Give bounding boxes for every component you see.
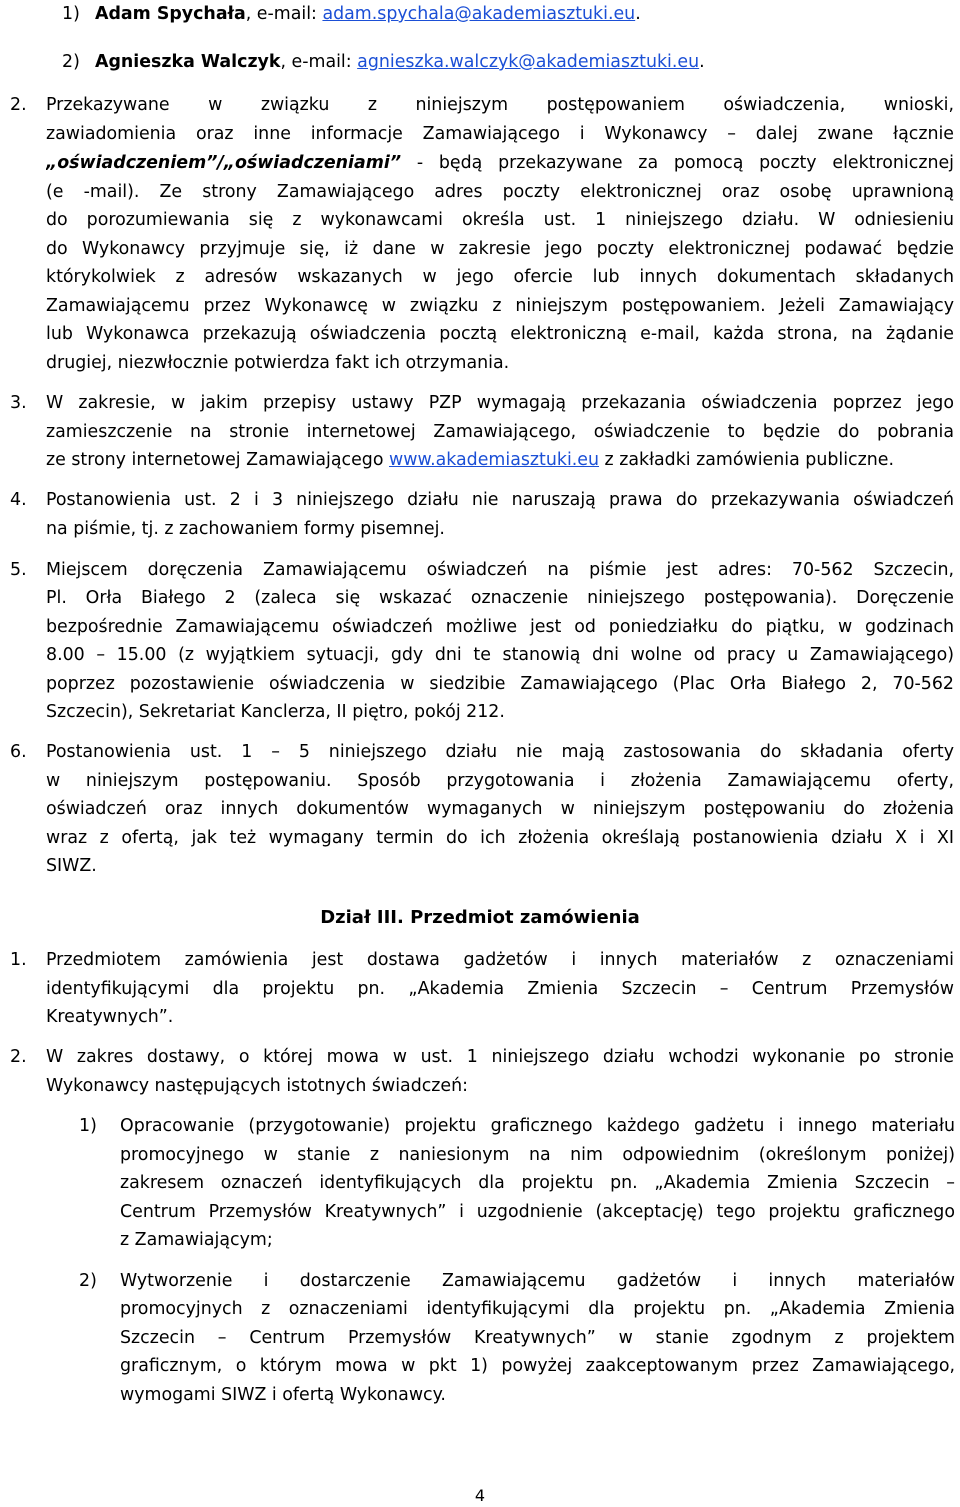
paragraph-2-line: lub Wykonawca przekazują oświadczenia pocztą elektroniczną e-mail, każda strona, na żądanie bbox=[46, 324, 954, 344]
paragraph-5-line: bezpośrednie Zamawiającemu oświadczeń możliwe jest od poniedziałku do piątku, w godzinach bbox=[46, 617, 954, 637]
paragraph-5-line: Pl. Orła Białego 2 (zaleca się wskazać oznaczenie niniejszego postępowania). Doręczenie bbox=[46, 588, 954, 608]
contact-2-label: , e-mail: bbox=[280, 52, 358, 72]
subitem-2-number: 2) bbox=[79, 1271, 97, 1291]
paragraph-4-number: 4. bbox=[10, 490, 27, 510]
contact-number-2: 2) bbox=[62, 52, 80, 72]
paragraph-2-line: zawiadomienia oraz inne informacje Zamawiającego i Wykonawcy – dalej zwane łącznie bbox=[46, 124, 954, 144]
paragraph-6-line: oświadczeń oraz innych dokumentów wymaganych w niniejszym postępowaniu do złożenia bbox=[46, 799, 954, 819]
contact-1-email-link[interactable]: adam.spychala@akademiasztuki.eu bbox=[322, 4, 636, 24]
paragraph-5-line: Miejscem doręczenia Zamawiającemu oświadczeń na piśmie jest adres: 70-562 Szczecin, bbox=[46, 560, 954, 580]
scope-point-2-number: 2. bbox=[10, 1047, 27, 1067]
subitem-2-line: graficznym, o którym mowa w pkt 1) powyżej zaakceptowanym przez Zamawiającego, bbox=[120, 1356, 955, 1376]
paragraph-2-line: (e -mail). Ze strony Zamawiającego adres poczty elektronicznej oraz osobę uprawnioną bbox=[46, 182, 954, 202]
contact-1 bbox=[95, 0, 641, 28]
page-number: 4 bbox=[474, 1486, 486, 1505]
scope-point-2-line: W zakres dostawy, o której mowa w ust. 1 niniejszego działu wchodzi wykonanie po stronie bbox=[46, 1047, 954, 1067]
paragraph-3-line: zamieszczenie na stronie internetowej Zamawiającego, oświadczenie to będzie do pobrania bbox=[46, 422, 954, 442]
paragraph-2-line-rest: - będą przekazywane za pomocą poczty elektronicznej bbox=[401, 153, 954, 173]
paragraph-6-line: SIWZ. bbox=[46, 856, 97, 876]
paragraph-4-line: Postanowienia ust. 2 i 3 niniejszego działu nie naruszają prawa do przekazywania oświadczeń bbox=[46, 490, 954, 510]
scope-point-1-line: Przedmiotem zamówienia jest dostawa gadżetów i innych materiałów z oznaczeniami bbox=[46, 950, 954, 970]
scope-point-1-line: identyfikującymi dla projektu pn. „Akademia Zmienia Szczecin – Centrum Przemysłów bbox=[46, 979, 954, 999]
scope-point-2-line: Wykonawcy następujących istotnych świadczeń: bbox=[46, 1076, 469, 1096]
scope-point-1-number: 1. bbox=[10, 950, 27, 970]
scope-point-1-line: Kreatywnych”. bbox=[46, 1007, 174, 1027]
paragraph-2-line bbox=[46, 149, 954, 177]
paragraph-2-line: do porozumiewania się z wykonawcami określa ust. 1 niniejszego działu. W odniesieniu bbox=[46, 210, 954, 230]
oswiadczenia-term: „oświadczeniem”/„oświadczeniami” bbox=[46, 153, 402, 173]
paragraph-6-number: 6. bbox=[10, 742, 27, 762]
paragraph-3-line: W zakresie, w jakim przepisy ustawy PZP wymagają przekazania oświadczenia poprzez jego bbox=[46, 393, 954, 413]
subitem-1-line: promocyjnego w stanie z naniesionym na nim odpowiednim (określonym poniżej) bbox=[120, 1145, 955, 1165]
section-heading: Dział III. Przedmiot zamówienia bbox=[320, 907, 640, 928]
paragraph-6-line: wraz z ofertą, jak też wymagany termin do ich złożenia określają postanowienia działu X i XI bbox=[46, 828, 954, 848]
paragraph-3-line bbox=[46, 446, 894, 474]
paragraph-3-line-pre: ze strony internetowej Zamawiającego bbox=[46, 450, 389, 470]
contact-1-end: . bbox=[635, 4, 641, 24]
paragraph-2-number: 2. bbox=[10, 95, 27, 115]
contact-2 bbox=[95, 48, 705, 76]
paragraph-5-line: Szczecin), Sekretariat Kanclerza, II piętro, pokój 212. bbox=[46, 702, 505, 722]
paragraph-2-line: do Wykonawcy przyjmuje się, iż dane w zakresie jego poczty elektronicznej podawać będzie bbox=[46, 239, 954, 259]
contact-1-label: , e-mail: bbox=[245, 4, 323, 24]
paragraph-4-line: na piśmie, tj. z zachowaniem formy pisemnej. bbox=[46, 519, 445, 539]
paragraph-5-line: 8.00 – 15.00 (z wyjątkiem sytuacji, gdy dni te stanowią dni wolne od pracy u Zamawiającego) bbox=[46, 645, 954, 665]
website-link[interactable]: www.akademiasztuki.eu bbox=[389, 450, 600, 470]
contact-2-email-link[interactable]: agnieszka.walczyk@akademiasztuki.eu bbox=[357, 52, 700, 72]
contact-number-1: 1) bbox=[62, 4, 80, 24]
contact-2-name: Agnieszka Walczyk bbox=[95, 52, 281, 72]
subitem-2-line: wymogami SIWZ i ofertą Wykonawcy. bbox=[120, 1385, 446, 1405]
subitem-1-line: Opracowanie (przygotowanie) projektu graficznego każdego gadżetu i innego materiału bbox=[120, 1116, 955, 1136]
paragraph-5-number: 5. bbox=[10, 560, 27, 580]
contact-1-name: Adam Spychała bbox=[95, 4, 246, 24]
paragraph-6-line: Postanowienia ust. 1 – 5 niniejszego działu nie mają zastosowania do składania oferty bbox=[46, 742, 954, 762]
paragraph-6-line: w niniejszym postępowaniu. Sposób przygotowania i złożenia Zamawiającemu oferty, bbox=[46, 771, 954, 791]
subitem-2-line: Szczecin – Centrum Przemysłów Kreatywnych” w stanie zgodnym z projektem bbox=[120, 1328, 955, 1348]
subitem-1-number: 1) bbox=[79, 1116, 97, 1136]
paragraph-3-line-post: z zakładki zamówienia publiczne. bbox=[599, 450, 895, 470]
paragraph-2-line: którykolwiek z adresów wskazanych w jego ofercie lub innych dokumentach składanych bbox=[46, 267, 954, 287]
paragraph-2-line: Zamawiającemu przez Wykonawcę w związku z niniejszym postępowaniem. Jeżeli Zamawiający bbox=[46, 296, 954, 316]
paragraph-2-line: drugiej, niezwłocznie potwierdza fakt ich otrzymania. bbox=[46, 353, 510, 373]
subitem-2-line: promocyjnych z oznaczeniami identyfikującymi dla projektu pn. „Akademia Zmienia bbox=[120, 1299, 955, 1319]
subitem-1-line: Centrum Przemysłów Kreatywnych” i uzgodnienie (akceptację) tego projektu graficznego bbox=[120, 1202, 955, 1222]
subitem-1-line: zakresem oznaczeń identyfikujących dla projektu pn. „Akademia Zmienia Szczecin – bbox=[120, 1173, 955, 1193]
paragraph-2-line: Przekazywane w związku z niniejszym postępowaniem oświadczenia, wnioski, bbox=[46, 95, 954, 115]
subitem-1-line: z Zamawiającym; bbox=[120, 1230, 273, 1250]
paragraph-3-number: 3. bbox=[10, 393, 27, 413]
contact-2-end: . bbox=[699, 52, 705, 72]
paragraph-5-line: poprzez pozostawienie oświadczenia w siedzibie Zamawiającego (Plac Orła Białego 2, 70-562 bbox=[46, 674, 954, 694]
subitem-2-line: Wytworzenie i dostarczenie Zamawiającemu gadżetów i innych materiałów bbox=[120, 1271, 955, 1291]
